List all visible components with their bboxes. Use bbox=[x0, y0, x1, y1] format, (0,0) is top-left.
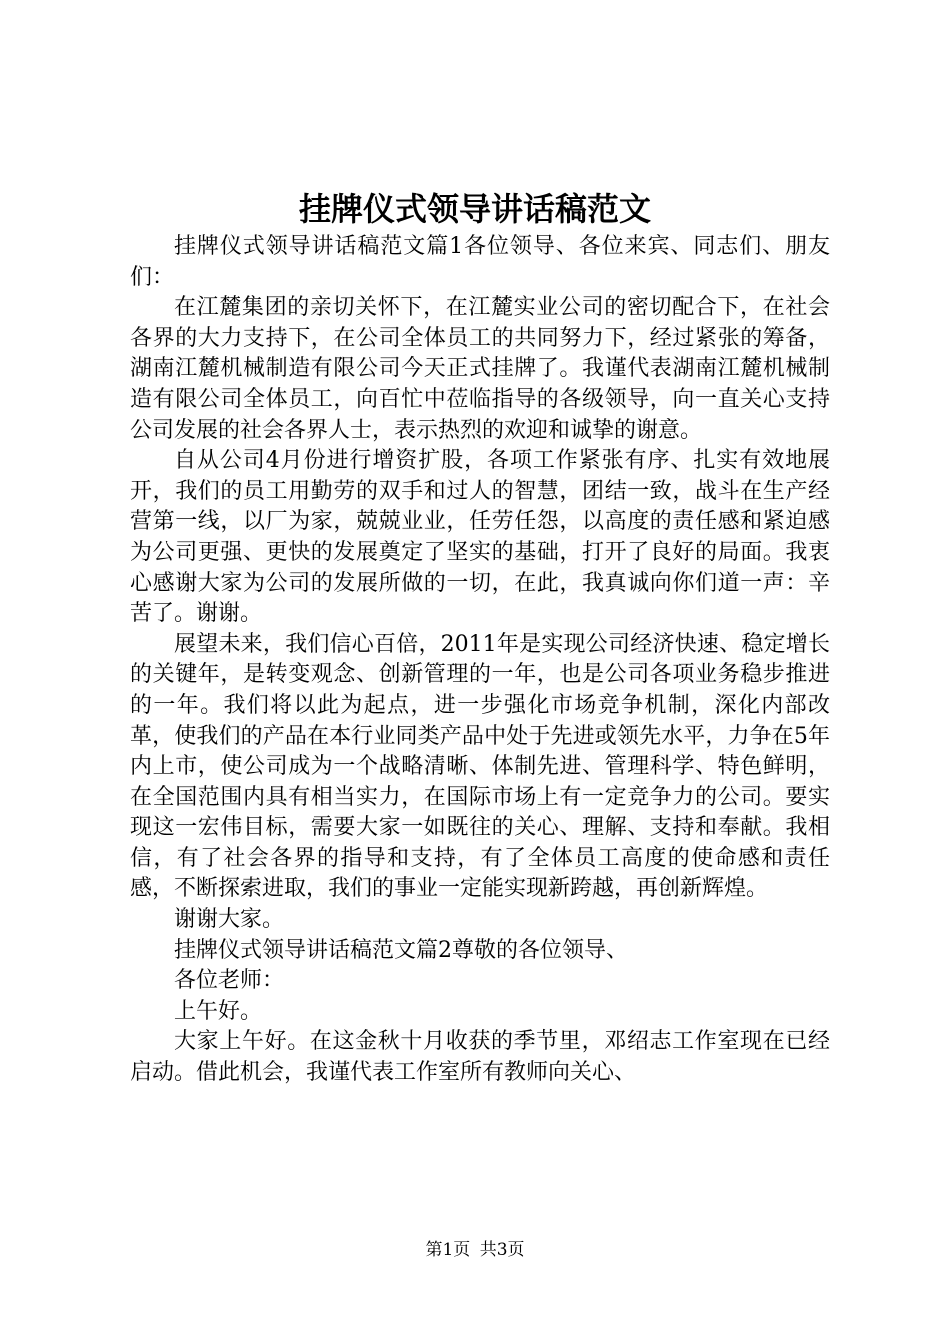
paragraph: 大家上午好。在这金秋十月收获的季节里，邓绍志工作室现在已经启动。借此机会，我谨代表工作室所有教师向关心、 bbox=[130, 1029, 830, 1086]
paragraph: 各位老师： bbox=[174, 968, 285, 994]
paragraph: 在江麓集团的亲切关怀下，在江麓实业公司的密切配合下，在社会各界的大力支持下，在公司全体员工的共同努力下，经过紧张的筹备，湖南江麓机械制造有限公司今天正式挂牌了。我谨代表湖南江麓机械制造有限公司全体员工，向百忙中莅临指导的各级领导，向一直关心支持公司发展的社会各界人士，表示热烈的欢迎和诚挚的谢意。 bbox=[130, 295, 830, 443]
page-total: 共3页 bbox=[479, 1240, 525, 1260]
paragraph: 上午好。 bbox=[174, 998, 263, 1024]
document-title: 挂牌仪式领导讲话稿范文 bbox=[298, 190, 651, 228]
page-footer bbox=[0, 1238, 950, 1262]
paragraph: 挂牌仪式领导讲话稿范文篇2尊敬的各位领导、 bbox=[174, 937, 628, 963]
paragraph: 挂牌仪式领导讲话稿范文篇1各位领导、各位来宾、同志们、朋友们： bbox=[130, 234, 830, 290]
document-body bbox=[130, 232, 830, 1089]
paragraph: 展望未来，我们信心百倍，2011年是实现公司经济快速、稳定增长的关键年，是转变观念、创新管理的一年，也是公司各项业务稳步推进的一年。我们将以此为起点，进一步强化市场竞争机制，深化内部改革，使我们的产品在本行业同类产品中处于先进或领先水平，力争在5年内上市，使公司成为一个战略清晰、体制先进、管理科学、特色鲜明，在全国范围内具有相当实力，在国际市场上有一定竞争力的公司。要实现这一宏伟目标，需要大家一如既往的关心、理解、支持和奉献。我相信，有了社会各界的指导和支持，有了全体员工高度的使命感和责任感，不断探索进取，我们的事业一定能实现新跨越，再创新辉煌。 bbox=[130, 631, 830, 902]
paragraph: 自从公司4月份进行增资扩股，各项工作紧张有序、扎实有效地展开，我们的员工用勤劳的双手和过人的智慧，团结一致，战斗在生产经营第一线，以厂为家，兢兢业业，任劳任怨，以高度的责任感和紧迫感为公司更强、更快的发展奠定了坚实的基础，打开了良好的局面。我衷心感谢大家为公司的发展所做的一切，在此，我真诚向你们道一声：辛苦了。谢谢。 bbox=[130, 448, 830, 627]
page-number: 第1页 bbox=[425, 1240, 471, 1260]
paragraph: 谢谢大家。 bbox=[174, 907, 285, 933]
